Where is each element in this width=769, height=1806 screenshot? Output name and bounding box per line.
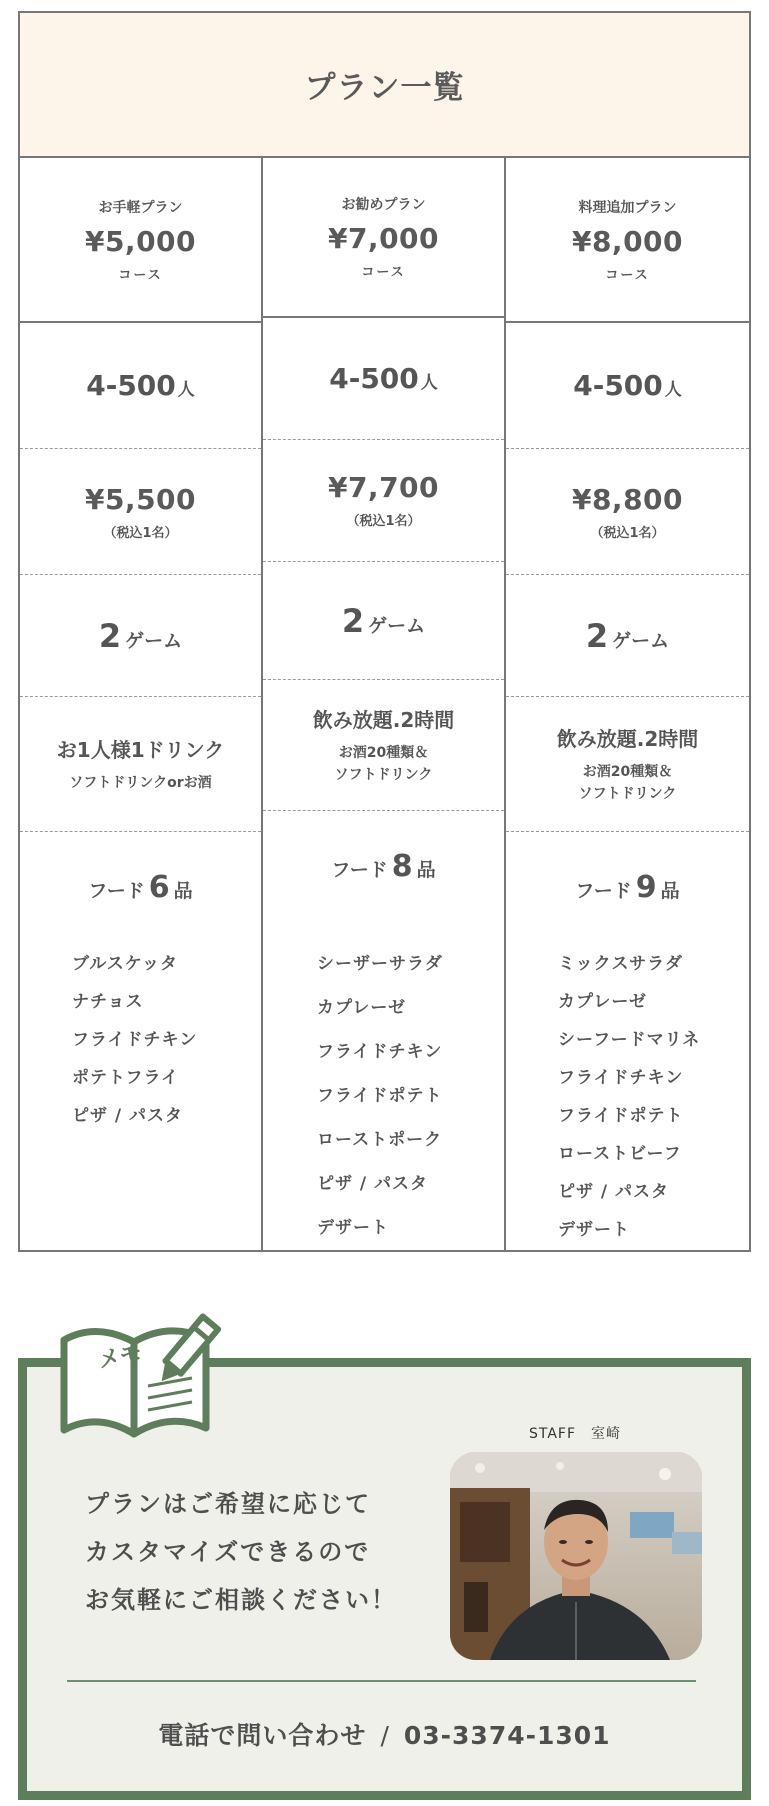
food-item: デザート <box>317 1218 389 1239</box>
food-item: フライドポテト <box>558 1106 684 1126</box>
people-unit: 人 <box>177 380 195 400</box>
drink-cell <box>263 680 504 811</box>
plan-name: お勧めプラン <box>341 196 426 213</box>
plan-column <box>506 158 749 1250</box>
game-cell <box>20 575 261 697</box>
plan-name: 料理追加プラン <box>578 199 677 216</box>
plan-price: ¥5,000 <box>84 224 197 258</box>
food-item: フライドポテト <box>317 1086 443 1107</box>
drink-sub: お酒20種類＆ ソフトドリンク <box>334 744 433 783</box>
food-item: ブルスケッタ <box>72 954 178 974</box>
staff-label: STAFF 室崎 <box>528 1426 622 1442</box>
plan-column <box>20 158 263 1250</box>
plan-name: お手軽プラン <box>98 199 183 216</box>
food-item: ローストビーフ <box>558 1144 682 1164</box>
food-item: シーフードマリネ <box>558 1030 701 1050</box>
game-cell <box>263 562 504 680</box>
plan-column <box>263 158 506 1250</box>
drink-cell <box>506 697 749 832</box>
drink-main: 飲み放題.2時間 <box>556 726 699 751</box>
tax-note: （税込1名） <box>590 525 665 541</box>
food-suffix: 品 <box>416 859 436 882</box>
people-unit: 人 <box>420 372 438 393</box>
food-list <box>263 942 504 1250</box>
staff-photo <box>450 1452 702 1660</box>
drink-main: お1人様1ドリンク <box>56 737 225 762</box>
food-item: デザート <box>558 1220 630 1240</box>
memo-icon-text: メモ <box>96 1340 145 1374</box>
plan-unit: コース <box>361 264 406 280</box>
drink-main: 飲み放題.2時間 <box>312 707 455 732</box>
food-count: 8 <box>391 849 413 885</box>
food-list <box>506 945 749 1249</box>
people-count: 4-500 <box>86 369 176 402</box>
people-unit: 人 <box>664 380 682 400</box>
people-count: 4-500 <box>573 369 663 402</box>
contact-line <box>18 1716 751 1752</box>
food-item: フライドチキン <box>72 1030 198 1050</box>
game-count: 2 <box>585 616 609 655</box>
game-count: 2 <box>98 616 122 655</box>
plan-unit: コース <box>118 267 163 283</box>
plan-header <box>263 158 504 318</box>
plan-table-title: プラン一覧 <box>20 13 749 158</box>
food-list <box>20 945 261 1135</box>
drink-sub: ソフトドリンクorお酒 <box>69 774 212 791</box>
tax-price: ¥5,500 <box>84 482 197 516</box>
plan-price: ¥7,000 <box>327 221 440 255</box>
tax-price-cell <box>263 440 504 562</box>
people-count: 4-500 <box>329 361 419 395</box>
food-item: ミックスサラダ <box>558 954 683 974</box>
tax-price: ¥8,800 <box>571 482 684 516</box>
tax-price-cell <box>20 449 261 575</box>
plan-header <box>20 158 261 323</box>
food-label: フード <box>88 880 145 902</box>
food-count: 6 <box>148 870 170 905</box>
food-item: ピザ / パスタ <box>558 1182 670 1202</box>
memo-message: プランはご希望に応じて カスタマイズできるので お気軽にご相談ください！ <box>85 1490 397 1614</box>
food-cell <box>20 832 261 1250</box>
tax-note: （税込1名） <box>346 514 421 530</box>
tax-price: ¥7,700 <box>327 471 440 505</box>
people-cell <box>263 318 504 440</box>
food-label: フード <box>331 859 388 882</box>
drink-sub: お酒20種類＆ ソフトドリンク <box>578 763 677 802</box>
food-count: 9 <box>635 870 657 905</box>
food-cell <box>263 811 504 1250</box>
food-item: ポテトフライ <box>72 1068 179 1088</box>
drink-cell <box>20 697 261 832</box>
plan-header <box>506 158 749 323</box>
memo-notebook-icon <box>56 1312 226 1442</box>
game-unit: ゲーム <box>368 614 426 637</box>
plan-table <box>18 11 751 1252</box>
food-item: ピザ / パスタ <box>317 1174 429 1195</box>
game-unit: ゲーム <box>612 629 670 652</box>
plan-price: ¥8,000 <box>571 224 684 258</box>
tax-price-cell <box>506 449 749 575</box>
food-item: フライドチキン <box>317 1042 443 1063</box>
game-unit: ゲーム <box>125 629 183 652</box>
food-suffix: 品 <box>173 880 193 902</box>
phone-number[interactable]: 03-3374-1301 <box>403 1721 611 1750</box>
plan-unit: コース <box>605 267 650 283</box>
memo-divider <box>67 1680 696 1682</box>
food-item: カプレーゼ <box>558 992 647 1012</box>
food-item: ナチョス <box>72 992 144 1012</box>
plan-columns <box>20 158 749 1250</box>
food-item: フライドチキン <box>558 1068 684 1088</box>
contact-label: 電話で問い合わせ <box>158 1721 367 1750</box>
game-cell <box>506 575 749 697</box>
food-suffix: 品 <box>660 880 680 902</box>
food-item: カプレーゼ <box>317 998 406 1019</box>
food-item: ピザ / パスタ <box>72 1106 184 1126</box>
contact-separator: / <box>380 1721 390 1750</box>
food-cell <box>506 832 749 1250</box>
people-cell <box>506 323 749 449</box>
people-cell <box>20 323 261 449</box>
food-label: フード <box>575 880 632 902</box>
tax-note: （税込1名） <box>103 525 178 541</box>
game-count: 2 <box>341 601 365 640</box>
food-item: シーザーサラダ <box>317 954 443 975</box>
food-item: ローストポーク <box>317 1130 443 1151</box>
